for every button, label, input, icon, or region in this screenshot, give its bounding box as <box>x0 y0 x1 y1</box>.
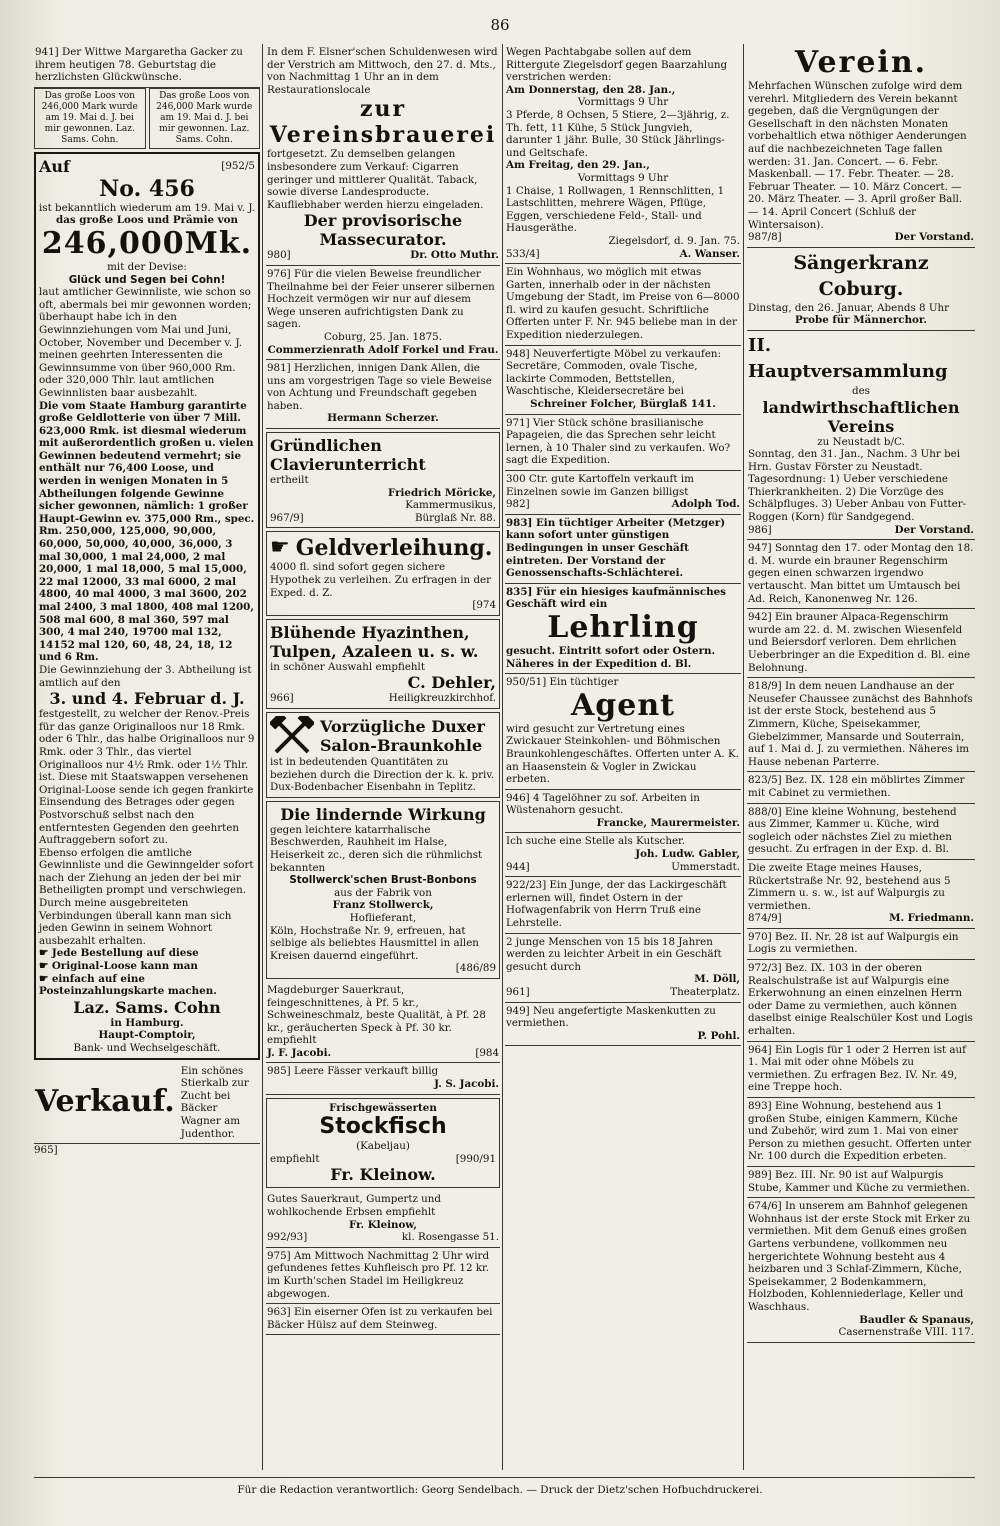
auction-date: Am Freitag, den 29. Jan., <box>506 159 650 172</box>
advert-title: Blühende Hyazinthen, <box>270 622 470 642</box>
signature: J. F. Jacobi. <box>267 1046 332 1059</box>
rental-advert <box>747 960 975 1042</box>
advert-text: 2 junge Menschen von 15 bis 18 Jahren werden zu leichter Arbeit in ein Geschäft gesucht durch <box>506 935 722 973</box>
worker-wanted <box>505 515 741 584</box>
advert-text: ertheilt <box>270 474 309 487</box>
bottom-rule <box>34 1477 975 1478</box>
lottery-text: ist bekanntlich wiederum am 19. Mai v. J. <box>39 201 256 214</box>
agent-wanted <box>505 674 741 790</box>
advert-text: Frischgewässerten <box>329 1101 437 1114</box>
notice-text: fortgesetzt. Zu demselben gelangen insbesondere zum Verkauf: Cigarren geringer und mittlerer Qualität. Taback, sowie diverse Landesproducte. Kaufliebhaber werden hierzu eingeladen. <box>267 148 484 211</box>
assembly-title: II. Hauptversammlung <box>748 334 948 382</box>
column-rule <box>262 44 263 1470</box>
ad-number: 967/9] <box>270 511 304 524</box>
advert-text: 989] Bez. III. Nr. 90 ist auf Walpurgis Stube, Kammer und Küche zu vermiethen. <box>748 1168 970 1194</box>
advert-text: 949] Neu angefertigte Maskenkutten zu vermiethen. <box>506 1004 716 1030</box>
item-list: 3 Pferde, 8 Ochsen, 5 Stiere, 2—3jährig, z. Th. fett, 11 Kühe, 5 Stück Jungvieh, darunter 1 jähr. Bulle, 30 Stück Jährlings- und Geltschafe. <box>506 108 730 159</box>
advert-title: Stockfisch <box>319 1114 447 1140</box>
advert-text: 922/23] Ein Junge, der das Lackirgeschäft erlernen will, findet Ostern in der Hofwagenfabrik von Herrn Truß eine Lehrstelle. <box>506 879 727 930</box>
advert-text: 964] Ein Logis für 1 oder 2 Herren ist auf 1. Mai mit oder ohne Möbels zu vermiethen. Zu erfragen Bez. IV. Nr. 49, eine Treppe hoch. <box>748 1043 966 1094</box>
notice-subtitle: Probe für Männerchor. <box>794 314 927 327</box>
address: kl. Rosengasse 51. <box>401 1231 499 1244</box>
choir-title: Sängerkranz Coburg. <box>793 251 929 300</box>
column-rule <box>502 44 503 1470</box>
advert-text: empfiehlt <box>270 1152 320 1165</box>
stove-advert <box>266 1304 500 1335</box>
ad-number: 961] <box>506 986 530 998</box>
signature: A. Wanser. <box>679 247 740 260</box>
advert-text: Köln, Hochstraße Nr. 9, erfreuen, hat selbige als beliebtes Hausmittel in allen Kreisen dauernd eingeführt. <box>270 924 479 962</box>
notice-text: Mehrfachen Wünschen zufolge wird dem verehrl. Mitgliedern des Verein bekannt gegeben, daß die Vergnügungen der Gesellschaft in den nächsten Monaten vorbehaltlich etwa nöthiger Aenderungen auf die nachbezeichneten Tage fallen werden: 31. Jan. Concert. — 6. Febr. Maskenball. — 17. Febr. Theater. — 28. Februar Theater. — 10. März Concert. — 20. März Theater. — 3. April großer Ball. — 14. April Concert (Schluß der Wintersaison). <box>748 80 967 231</box>
young-men-wanted <box>505 934 741 1003</box>
lottery-text: das große Loos und Prämie von <box>56 214 238 227</box>
motto-intro: mit der Devise: <box>107 260 187 273</box>
rental-advert <box>747 772 975 803</box>
ad-number: 533/4] <box>506 247 540 260</box>
advert-text: ist in bedeutenden Quantitäten zu beziehen durch die Direction der k. k. priv. Dux-Bodenbacher Eisenbahn in Teplitz. <box>270 756 495 794</box>
pointing-hand-icon: ☛ <box>39 947 52 960</box>
motto: Glück und Segen bei Cohn! <box>68 273 226 286</box>
signature: Friedrich Möricke, <box>387 486 496 499</box>
notice-text: Dinstag, den 26. Januar, Abends 8 Uhr <box>748 301 950 314</box>
ad-number: 982] <box>506 498 530 511</box>
parrots-advert <box>505 415 741 471</box>
draw-date: 3. und 4. Februar d. J. <box>49 689 245 709</box>
signature: Der Vorstand. <box>894 523 974 536</box>
signature: Baudler & Spanaus, <box>859 1313 974 1326</box>
umbrella-lost <box>747 609 975 678</box>
prize-amount: 246,000Mk. <box>41 225 253 261</box>
advert-text: 948] Neuverfertigte Möbel zu verkaufen: Secretäre, Commoden, ovale Tische, lackirte Commoden, Bettstellen, Waschtische, Kleidersecretäre bei <box>506 347 722 398</box>
thanks-notice <box>266 266 500 360</box>
product-name: Stollwerck'schen Brust-Bonbons <box>289 874 477 887</box>
lottery-boxes <box>34 88 260 149</box>
address: Casernenstraße VIII. 117. <box>838 1326 974 1339</box>
signature: C. Dehler, <box>407 673 496 693</box>
bullet-text: einfach auf eine Posteinzahlungskarte machen. <box>39 972 217 998</box>
notice-text: In dem F. Elsner'schen Schuldenwesen wird der Verstrich am Mittwoch, den 27. d. Mts., von Nachmittag 1 Uhr an in dem Restaurationslocale <box>267 46 498 96</box>
signature: Schreiner Folcher, Bürglaß 141. <box>530 398 716 411</box>
signature: Commerzienrath Adolf Forkel und Frau. <box>267 343 499 356</box>
lottery-body: Ebenso erfolgen die amtliche Gewinnliste und die Gewinngelder sofort nach der Ziehung an jeden der bei mir Betheiligten prompt und verschwiegen. Durch meine ausgebreiteten Verbindungen überall kann man sich jeden Gewinn in seinem Wohnort ausbezahlt erhalten. <box>39 846 254 947</box>
ad-number: [952/5 <box>221 159 255 172</box>
advert-text: 946] 4 Tagelöhner zu sof. Arbeiten in Wüstenahorn gesucht. <box>506 791 700 817</box>
signature: Adolph Tod. <box>671 498 740 511</box>
advert-text: 947] Sonntag den 17. oder Montag den 18. d. M. wurde ein brauner Regenschirm gegen einen schwarzen irgendwo vertauscht. Man bittet um Umtausch bei Ad. Reich, Kanonenweg Nr. 126. <box>748 542 974 605</box>
signature: Fr. Kleinow, <box>348 1218 418 1231</box>
advert-text: 950/51] Ein tüchtiger <box>506 676 619 689</box>
lottery-body: festgestellt, zu welcher der Renov.-Preis für das ganze Originalloos nur 18 Rmk. oder 6 Thlr., das halbe Originalloos nur 9 Rmk. oder 3 Thlr., das viertel Originalloos nur 4½ Rmk. oder 1½ Thlr. ist. Diese mit Staatswappen versehenen Original-Loose sende ich gegen frankirte Einsendung des Betrages oder gegen Postvorschuß selbst nach den entferntesten Gegenden den geehrten Auftraggebern sofort zu. <box>39 708 255 847</box>
advert-text: 972/3] Bez. IX. 103 in der oberen Realschulstraße ist auf Walpurgis eine Erkerwohnung an einen einzelnen Herrn oder Dame zu vermiethen, auch können daselbst einige Realschüler Kost und Logis erhalten. <box>748 962 973 1038</box>
signature: Der Vorstand. <box>894 231 974 244</box>
assembly-notice <box>747 331 975 540</box>
ad-number: 966] <box>270 692 294 705</box>
advert-text: 985] Leere Fässer verkauft billig <box>267 1065 439 1078</box>
column-3 <box>505 44 741 1474</box>
beef-notice <box>266 1248 500 1304</box>
signature: in Hamburg. <box>110 1016 184 1029</box>
advert-title: Geldverleihung. <box>295 535 493 562</box>
costumes-advert <box>505 1003 741 1047</box>
rental-advert <box>747 1042 975 1098</box>
house-wanted <box>505 264 741 346</box>
notice-date: Coburg, 25. Jan. 1875. <box>324 330 442 343</box>
imprint-footer: Für die Redaction verantwortlich: Georg Sendelbach. — Druck der Dietz'schen Hofbuchdruckerei. <box>237 1484 763 1496</box>
ad-number: 944] <box>506 860 530 873</box>
ad-number: 986] <box>748 523 772 536</box>
signature: M. Friedmann. <box>889 912 974 925</box>
verkauf-text: Ein schönes Stierkalb zur Zucht bei Bäcker Wagner am Judenthor. <box>180 1064 249 1140</box>
verkauf-heading: Verkauf. <box>35 1084 175 1120</box>
advert-title: Salon-Braunkohle <box>320 736 483 755</box>
address: Theaterplatz. <box>670 986 740 998</box>
advert-text: 970] Bez. II. Nr. 28 ist auf Walpurgis ein Logis zu vermiethen. <box>748 930 959 956</box>
auction-date: Am Donnerstag, den 28. Jan., <box>506 83 676 96</box>
bullet-line <box>39 973 255 998</box>
signature: Hermann Scherzer. <box>327 412 439 425</box>
advert-text: wird gesucht zur Vertretung eines Zwickauer Steinkohlen- und Böhmischen Braunkohlengeschäftes. Offerten unter A. K. an Haasenstein & Vogler in Zwickau erbeten. <box>506 722 739 786</box>
column-2 <box>266 44 500 1474</box>
coachman-seeking <box>505 833 741 877</box>
column-rule <box>743 44 744 1470</box>
choir-notice <box>747 248 975 331</box>
signature: Haupt-Comptoir, <box>98 1029 196 1042</box>
advert-text: 942] Ein brauner Alpaca-Regenschirm wurde am 22. d. M. zwischen Wiesenfeld und Beiersdorf verloren. Dem ehrlichen Ueberbringer an die Expedition d. Bl. eine Belohnung. <box>748 611 971 674</box>
address: Bürglaß Nr. 88. <box>414 511 496 524</box>
notice-text: Sonntag, den 31. Jan., Nachm. 3 Uhr bei Hrn. Gustav Förster zu Neustadt. Tagesordnung: 1) Ueber verschiedene Thierkrankheiten. 2) Die Vorzüge des Schälpfluges. 3) Ueber Anbau von Futter-Roggen (Korn) für Sandgegend. <box>748 448 967 524</box>
signature: Bank- und Wechselgeschäft. <box>73 1042 221 1054</box>
signature: Der provisorische Massecurator. <box>303 211 463 250</box>
potatoes-advert <box>505 471 741 515</box>
advert-text: gegen leichtere katarrhalische Beschwerden, Rauhheit im Halse, Heiserkeit zc., deren sich die rühmlichst bekannten <box>270 823 483 874</box>
auction-time: Vormittags 9 Uhr <box>577 96 669 109</box>
advert-text: in schöner Auswahl empfiehlt <box>270 660 425 673</box>
rental-advert <box>747 1198 975 1343</box>
notice-text: 976] Für die vielen Beweise freundlicher Theilnahme bei der Feier unserer silbernen Hochzeit vermögen wir nur auf diesem Wege unseren aufrichtigsten Dank zu sagen. <box>267 267 495 331</box>
pointing-hand-icon: ☛ <box>39 960 52 973</box>
signature: M. Döll, <box>694 973 740 986</box>
column-4 <box>747 44 975 1474</box>
verein-title: Verein. <box>794 45 928 80</box>
ad-number: [984 <box>475 1046 499 1059</box>
advert-title: Gründlichen Clavierunterricht <box>270 436 426 475</box>
advert-text: (Kabeljau) <box>356 1140 410 1153</box>
signature: P. Pohl. <box>697 1029 740 1042</box>
place-date: Ziegelsdorf, d. 9. Jan. 75. <box>608 234 740 247</box>
advert-text: Ich suche eine Stelle als Kutscher. <box>506 835 686 848</box>
bullet-text: Original-Loose kann man <box>51 960 198 973</box>
stockfish-advert <box>266 1098 500 1189</box>
ad-number: [486/89 <box>455 962 496 975</box>
advert-text: 818/9] In dem neuen Landhause an der Neusefer Chaussee zunächst des Bahnhofs ist der erste Stock, bestehend aus 5 Zimmern, Küche, Speisekammer, Giebelzimmer, Mansarde und Souterrain, auf 1. Mai d. J. zu vermiethen. Näheres im Hause nebenan Parterre. <box>748 680 973 768</box>
ad-number: 965] <box>34 1144 58 1157</box>
ad-number: 874/9] <box>748 912 782 925</box>
advert-text: 674/6] In unserem am Bahnhof gelegenen Wohnhaus ist der erste Stock mit Erker zu vermiethen. Mit dem Genuß eines großen Gartens verbundene, vollkommen neu hergerichtete Wohnung besteht aus 4 heizbaren und 3 Schlaf-Zimmern, Küche, Speisekammer, 2 Bodenkammern, Holzboden, Kohlenniederlage, Keller und Waschhaus. <box>748 1200 971 1313</box>
advert-text: 971] Vier Stück schöne brasilianische Papageien, die das Sprechen sehr leicht lernen, à 10 Thaler sind zu verkaufen. Wo? sagt die Expedition. <box>506 416 731 467</box>
advert-title: Tulpen, Azaleen u. s. w. <box>270 641 479 661</box>
apprentice-wanted <box>505 584 741 674</box>
bullet-line <box>39 947 255 960</box>
furniture-advert <box>505 346 741 415</box>
coal-advert <box>266 712 500 798</box>
column-1 <box>34 44 260 1474</box>
advert-text: 893] Eine Wohnung, bestehend aus 1 großen Stube, einigen Kammern, Küche und Zubehör, wird zum 1. Mai von einer Person zu miethen gesucht. Offerten unter Nr. 100 durch die Expedition erbeten. <box>748 1100 972 1163</box>
advert-text: Ein Wohnhaus, wo möglich mit etwas Garten, innerhalb oder in der nächsten Umgebung der Stadt, im Preise von 6—8000 fl. wird zu kaufen gesucht. Schriftliche Offerten unter F. Nr. 945 beliebe man in der Expedition niederzulegen. <box>506 266 740 342</box>
verein-notice <box>747 44 975 248</box>
lottery-body: laut amtlicher Gewinnliste, wie schon so oft, abermals bei mir gewonnen worden; überhaupt habe ich in den Gewinnziehungen vom Mai und Juni, October, November und December v. J. meinen geehrten Interessenten die Gewinnsumme von über 960,000 Rm. oder 320,000 Thlr. laut amtlichen Gewinnlisten baar ausbezahlt. <box>39 286 252 399</box>
thanks-notice <box>266 360 500 429</box>
barrels-advert <box>266 1063 500 1094</box>
advert-text: Hoflieferant, <box>349 911 417 924</box>
advert-text: Magdeburger Sauerkraut, feingeschnittenes, à Pf. 5 kr., Schweineschmalz, beste Qualität, à Pf. 28 kr., geräucherten Speck à Pf. 30 kr. empfiehlt <box>267 983 486 1047</box>
auction-time: Vormittags 9 Uhr <box>577 171 669 184</box>
crossed-hammers-icon <box>270 716 314 756</box>
signature: J. S. Jacobi. <box>434 1078 499 1091</box>
notice-text: Wegen Pachtabgabe sollen auf dem Rittergute Ziegelsdorf gegen Baarzahlung verstrichen werden: <box>506 46 728 84</box>
signature: Francke, Maurermeister. <box>596 816 740 829</box>
boy-wanted <box>505 877 741 933</box>
advert-text: 963] Ein eiserner Ofen ist zu verkaufen bei Bäcker Hülsz auf dem Steinweg. <box>267 1306 493 1331</box>
advert-text: 300 Ctr. gute Kartoffeln verkauft im Einzelnen sowie im Ganzen billigst <box>506 473 694 498</box>
advert-text: 4000 fl. sind sofort gegen sichere Hypothek zu verleihen. Zu erfragen in der Exped. d. Z. <box>270 561 492 599</box>
signature: Dr. Otto Muthr. <box>410 249 499 262</box>
ad-number: 987/8] <box>748 231 782 244</box>
signature: Joh. Ludw. Gabler, <box>635 848 740 861</box>
signature: Fr. Kleinow. <box>330 1165 436 1185</box>
sauerkraut-advert <box>266 982 500 1064</box>
advert-title: Lehrling <box>547 609 699 645</box>
advert-text: 975] Am Mittwoch Nachmittag 2 Uhr wird gefundenes fettes Kuhfleisch pro Pf. 12 kr. im Kurth'schen Stadel im Heiligkreuz abgewogen. <box>267 1249 490 1300</box>
advert-title: Die lindernde Wirkung <box>280 804 486 824</box>
auf-label: Auf <box>39 156 70 176</box>
ticket-number: No. 456 <box>99 175 195 202</box>
pointing-hand-icon: ☛ <box>270 535 290 561</box>
flowers-advert <box>266 619 500 709</box>
labourers-wanted <box>505 790 741 834</box>
lottery-advert <box>34 152 260 1060</box>
notice-text: 981] Herzlichen, innigen Dank Allen, die uns am vorgestrigen Tage so viele Beweise von Achtung und Freundschaft gegeben haben. <box>267 362 492 412</box>
notice-text: zu Neustadt b/C. <box>817 435 905 448</box>
signature: Laz. Sams. Cohn <box>73 997 221 1017</box>
rental-advert <box>747 929 975 960</box>
lottery-body: Die vom Staate Hamburg garantirte große Geldlotterie von über 7 Mill. 623,000 Rmk. ist diesmal wiederum mit außerordentlich großen u. vielen Gewinnen bedeutend vermehrt; sie enthält nur 76,400 Loose, und werden in wenigen Monaten in 5 Abtheilungen folgende Gewinne sicher gewonnen, nämlich: 1 großer Haupt-Gewinn ev. 375,000 Rm., spec. Rm. 250,000, 125,000, 90,000, 60,000, 50,000, 40,000, 36,000, 3 mal 30,000, 1 mal 24,000, 2 mal 20,000, 1 mal 18,000, 5 mal 15,000, 22 mal 12000, 33 mal 6000, 2 mal 4800, 40 mal 4000, 3 mal 3600, 202 mal 2400, 3 mal 1800, 408 mal 1200, 508 mal 600, 8 mal 360, 597 mal 300, 4 mal 240, 19700 mal 132, 14152 mal 120, 60, 48, 24, 18, 12 und 6 Rm. <box>39 399 255 664</box>
umbrella-notice <box>747 540 975 609</box>
rental-wanted <box>747 1098 975 1167</box>
pointing-hand-icon: ☛ <box>39 972 52 985</box>
rental-advert <box>747 678 975 772</box>
bullet-text: Jede Bestellung auf diese <box>51 947 199 960</box>
advert-text: 835] Für ein hiesiges kaufmännisches Geschäft wird ein <box>506 585 726 611</box>
verkauf-advert <box>34 1063 260 1145</box>
advert-text: Die zweite Etage meines Hauses, Rückertstraße Nr. 92, bestehend aus 5 Zimmern u. s. w., ist auf Walpurgis zu vermiethen. <box>748 861 951 912</box>
advert-text: Gutes Sauerkraut, Gumpertz und wohlkochende Erbsen empfiehlt <box>267 1193 442 1219</box>
bonbons-advert <box>266 801 500 979</box>
address: Heiligkreuzkirchhof. <box>388 692 496 705</box>
venue-title: zur Vereinsbrauerei <box>269 96 497 149</box>
ad-number: [990/91 <box>455 1152 496 1165</box>
notice-text: 941] Der Wittwe Margaretha Gacker zu ihrem heutigen 78. Geburtstag die herzlichsten Glückwünsche. <box>35 46 243 84</box>
ad-number: 980] <box>267 249 291 262</box>
notice-text: des <box>852 384 870 397</box>
auction-notice <box>266 44 500 266</box>
advert-text: 823/5] Bez. IX. 128 ein möblirtes Zimmer mit Cabinet zu vermiethen. <box>748 774 965 799</box>
address: Ummerstadt. <box>671 860 740 873</box>
advert-text: 888/0] Eine kleine Wohnung, bestehend aus Zimmer, Kammer u. Küche, wird sogleich oder nächstes Ziel zu miethen gesucht. Zu erfragen in der Exp. d. Bl. <box>748 805 957 856</box>
rental-advert <box>747 1167 975 1198</box>
estate-auction <box>505 44 741 264</box>
lottery-body: Die Gewinnziehung der 3. Abtheilung ist amtlich auf den <box>39 663 252 689</box>
advert-title: Vorzügliche Duxer <box>320 717 485 736</box>
lottery-box: Das große Loos von 246,000 Mark wurde am 19. Mai d. J. bei mir gewonnen. Laz. Sams. Cohn. <box>34 88 146 149</box>
ad-number: [974 <box>472 599 496 612</box>
ad-number: 992/93] <box>267 1231 308 1244</box>
sauerkraut-advert-2 <box>266 1191 500 1247</box>
advert-text: gesucht. Eintritt sofort oder Ostern. Näheres in der Expedition d. Bl. <box>506 644 716 670</box>
firm-name: Franz Stollwerck, <box>332 899 434 912</box>
birthday-notice <box>34 44 260 88</box>
piano-lessons-advert <box>266 432 500 528</box>
rental-wanted <box>747 804 975 860</box>
advert-title: Agent <box>570 687 675 723</box>
bullet-line <box>39 960 255 973</box>
loan-advert <box>266 531 500 615</box>
signature: Kammermusikus, <box>405 499 496 512</box>
advert-text: aus der Fabrik von <box>334 886 432 899</box>
item-list: 1 Chaise, 1 Rollwagen, 1 Rennschlitten, 1 Lastschlitten, mehrere Wägen, Pflüge, Eggen, verschiedene Feld-, Stall- und Hausgeräthe. <box>506 184 725 235</box>
lottery-box: Das große Loos von 246,000 Mark wurde am 19. Mai d. J. bei mir gewonnen. Laz. Sams. Cohn. <box>149 88 261 149</box>
rental-advert <box>747 860 975 929</box>
page-number: 86 <box>490 16 510 34</box>
assembly-title: landwirthschaftlichen Vereins <box>762 397 960 436</box>
advert-text: 983] Ein tüchtiger Arbeiter (Metzger) kann sofort unter günstigen Bedingungen in unser Geschäft eintreten. Der Vorstand der Genossenschafts-Schlächterei. <box>506 516 726 580</box>
